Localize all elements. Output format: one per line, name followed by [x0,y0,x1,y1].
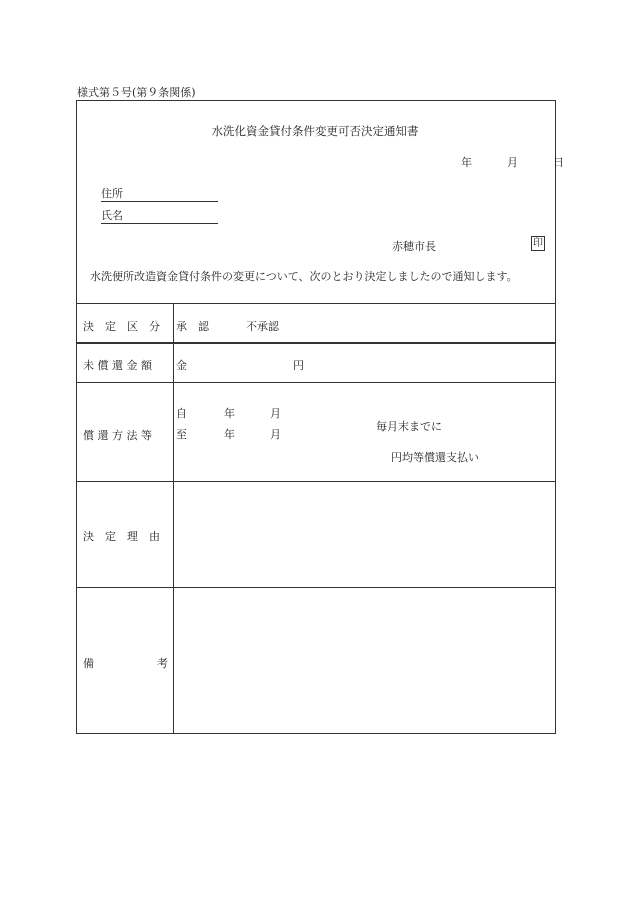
approve-option[interactable]: 承 認 [176,320,209,333]
reason-input-area[interactable] [174,482,555,586]
to-year: 年 [224,428,235,441]
form-number: 様式第５号(第９条関係) [77,86,196,99]
date-month: 月 [507,156,518,169]
remarks-label-b: 考 [157,657,168,670]
unpaid-prefix: 金 [176,359,187,372]
reason-label: 決 定 理 由 [83,530,160,543]
notice-text: 水洗便所改造資金貸付条件の変更について、次のとおり決定しましたので通知します。 [90,270,518,283]
unpaid-label: 未 償 還 金 額 [83,359,152,372]
payment-text: 円均等償還支払い [391,451,479,464]
method-label: 償 還 方 法 等 [83,429,152,442]
remarks-input-area[interactable] [174,588,555,733]
seal-mark: 印 [533,238,543,249]
mayor-title: 赤穂市長 [392,240,436,253]
date-line [461,154,564,170]
from-month: 月 [270,407,281,420]
from-year: 年 [224,407,235,420]
document-title: 水洗化資金貸付条件変更可否決定通知書 [211,124,419,138]
date-day: 日 [553,156,564,169]
reject-option[interactable]: 不承認 [246,320,279,333]
from-label: 自 [176,407,187,420]
to-month: 月 [270,428,281,441]
row-divider-1 [76,342,556,344]
address-label: 住所 [101,185,218,202]
address-field[interactable] [101,185,218,202]
unpaid-unit: 円 [293,359,304,372]
table-top-rule [76,303,556,304]
remarks-label-a: 備 [83,657,94,670]
name-field[interactable] [101,207,218,224]
to-label: 至 [176,428,187,441]
name-label: 氏名 [101,207,218,224]
decision-label: 決 定 区 分 [83,320,160,333]
monthly-text: 毎月末までに [376,420,442,433]
date-year: 年 [461,156,472,169]
row-divider-2 [76,382,556,383]
